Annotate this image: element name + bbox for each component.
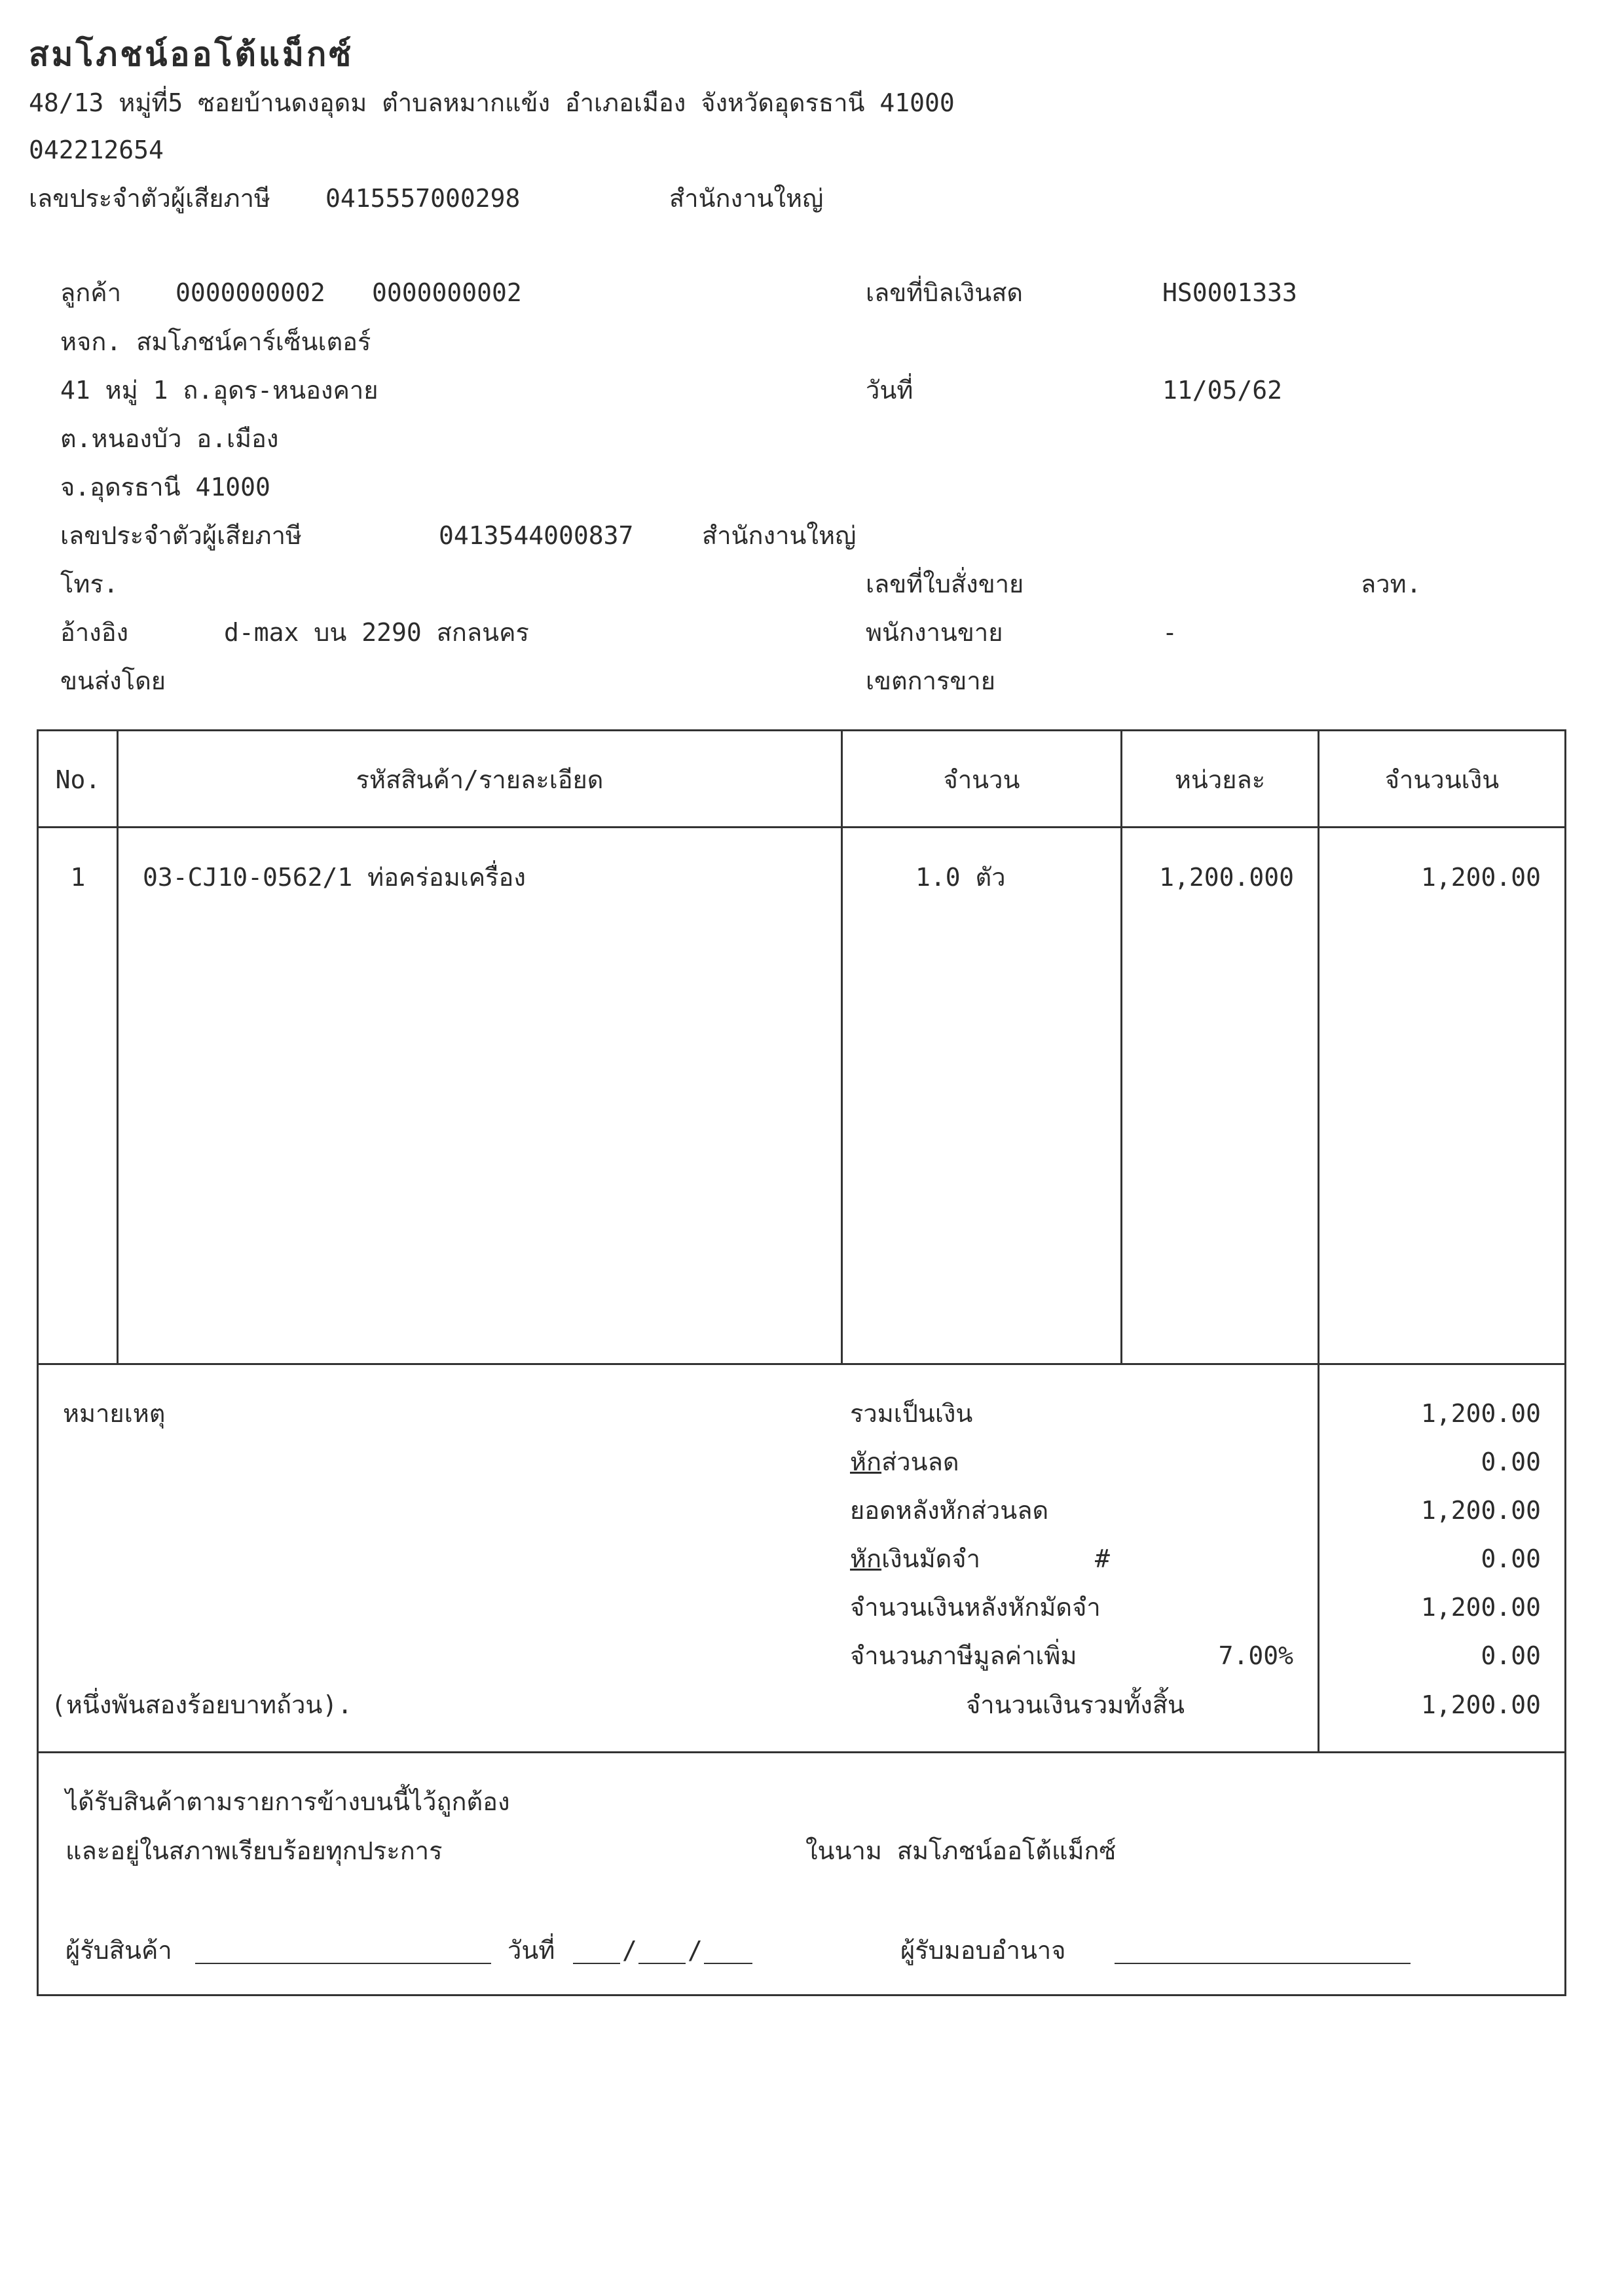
received-line-1: ได้รับสินค้าตามรายการข้างบนนี้ไว้ถูกต้อง <box>65 1787 510 1816</box>
customer-tax-id: 0413544000837 <box>439 521 634 550</box>
after-discount-label: ยอดหลังหักส่วนลด <box>850 1496 1049 1525</box>
receive-date-label: วันที่ <box>507 1936 555 1965</box>
deposit-label-rest: เงินมัดจำ <box>881 1544 980 1573</box>
header-amount: จำนวนเงิน <box>1384 765 1500 794</box>
received-line-2: และอยู่ในสภาพเรียบร้อยทุกประการ <box>65 1836 443 1865</box>
header-no: No. <box>55 765 101 794</box>
row-quantity: 1.0 ตัว <box>915 863 1006 892</box>
subtotal-value: 1,200.00 <box>1420 1399 1541 1428</box>
receive-year-blank <box>704 1963 752 1964</box>
company-branch: สำนักงานใหญ่ <box>669 184 824 213</box>
header-unit-price: หน่วยละ <box>1174 765 1266 794</box>
on-behalf: ในนาม สมโภชน์ออโต้แม็กซ์ <box>805 1836 1116 1865</box>
bill-no: HS0001333 <box>1162 278 1297 307</box>
company-address: 48/13 หมู่ที่5 ซอยบ้านดงอุดม ตำบลหมากแข้ง อำเภอเมือง จังหวัดอุดรธานี 41000 <box>29 88 955 117</box>
discount-value: 0.00 <box>1481 1448 1541 1476</box>
row-no: 1 <box>70 863 86 892</box>
row-amount: 1,200.00 <box>1420 863 1541 892</box>
customer-name: หจก. สมโภชน์คาร์เซ็นเตอร์ <box>60 327 371 356</box>
subtotal-label: รวมเป็นเงิน <box>850 1399 973 1428</box>
date-separator-1: / <box>622 1936 637 1965</box>
vat-label: จำนวนภาษีมูลค่าเพิ่ม <box>850 1641 1077 1670</box>
bill-no-label: เลขที่บิลเงินสด <box>866 278 1024 307</box>
customer-address-1: 41 หมู่ 1 ถ.อุดร-หนองคาย <box>60 376 378 405</box>
customer-code-1: 0000000002 <box>175 278 325 307</box>
authorized-signature-line <box>1115 1963 1411 1964</box>
receive-month-blank <box>638 1963 686 1964</box>
company-tax-id: 0415557000298 <box>325 184 521 213</box>
sales-area-label: เขตการขาย <box>866 666 995 695</box>
customer-address-2: ต.หนองบัว อ.เมือง <box>60 424 279 453</box>
remark-label: หมายเหตุ <box>63 1399 166 1428</box>
customer-phone-label: โทร. <box>60 570 119 598</box>
salesperson-label: พนักงานขาย <box>866 618 1003 647</box>
row-description: 03-CJ10-0562/1 ท่อคร่อมเครื่อง <box>143 863 526 892</box>
after-deposit-value: 1,200.00 <box>1420 1593 1541 1622</box>
after-deposit-label: จำนวนเงินหลังหักมัดจำ <box>850 1593 1101 1622</box>
receiver-signature-line <box>195 1963 491 1964</box>
amount-in-words: (หนึ่งพันสองร้อยบาทถ้วน). <box>51 1690 353 1719</box>
deposit-label <box>850 1546 980 1571</box>
deposit-mark: # <box>1095 1544 1110 1573</box>
reference-value: d-max บน 2290 สกลนคร <box>224 618 529 647</box>
vat-value: 0.00 <box>1481 1641 1541 1670</box>
header-quantity: จำนวน <box>943 765 1020 794</box>
salesperson-value: - <box>1162 618 1177 647</box>
date-label: วันที่ <box>866 376 913 405</box>
customer-label: ลูกค้า <box>60 278 122 307</box>
vat-rate: 7.00% <box>1218 1641 1293 1670</box>
company-phone: 042212654 <box>29 136 164 164</box>
date-separator-2: / <box>688 1936 703 1965</box>
discount-label-rest: ส่วนลด <box>881 1448 959 1476</box>
row-unit-price: 1,200.000 <box>1159 863 1294 892</box>
receive-day-blank <box>573 1963 620 1964</box>
company-tax-label: เลขประจำตัวผู้เสียภาษี <box>29 184 270 213</box>
deposit-value: 0.00 <box>1481 1544 1541 1573</box>
order-no: ลวท. <box>1361 570 1422 598</box>
reference-label: อ้างอิง <box>60 618 129 647</box>
invoice-date: 11/05/62 <box>1162 376 1283 405</box>
company-name: สมโภชน์ออโต้แม็กซ์ <box>29 35 354 73</box>
header-description: รหัสสินค้า/รายละเอียด <box>356 765 604 794</box>
customer-address-3: จ.อุดรธานี 41000 <box>60 473 270 501</box>
customer-tax-label: เลขประจำตัวผู้เสียภาษี <box>60 521 302 550</box>
grand-total-label: จำนวนเงินรวมทั้งสิ้น <box>966 1690 1185 1719</box>
discount-label-prefix: หัก <box>850 1448 882 1476</box>
shipping-label: ขนส่งโดย <box>60 666 166 695</box>
authorized-label: ผู้รับมอบอำนาจ <box>900 1936 1066 1965</box>
receiver-label: ผู้รับสินค้า <box>65 1936 172 1965</box>
deposit-label-prefix: หัก <box>850 1544 882 1573</box>
grand-total-value: 1,200.00 <box>1420 1690 1541 1719</box>
customer-code-2: 0000000002 <box>372 278 522 307</box>
after-discount-value: 1,200.00 <box>1420 1496 1541 1525</box>
discount-label <box>850 1449 959 1474</box>
customer-branch: สำนักงานใหญ่ <box>702 521 857 550</box>
order-no-label: เลขที่ใบสั่งขาย <box>866 570 1024 598</box>
